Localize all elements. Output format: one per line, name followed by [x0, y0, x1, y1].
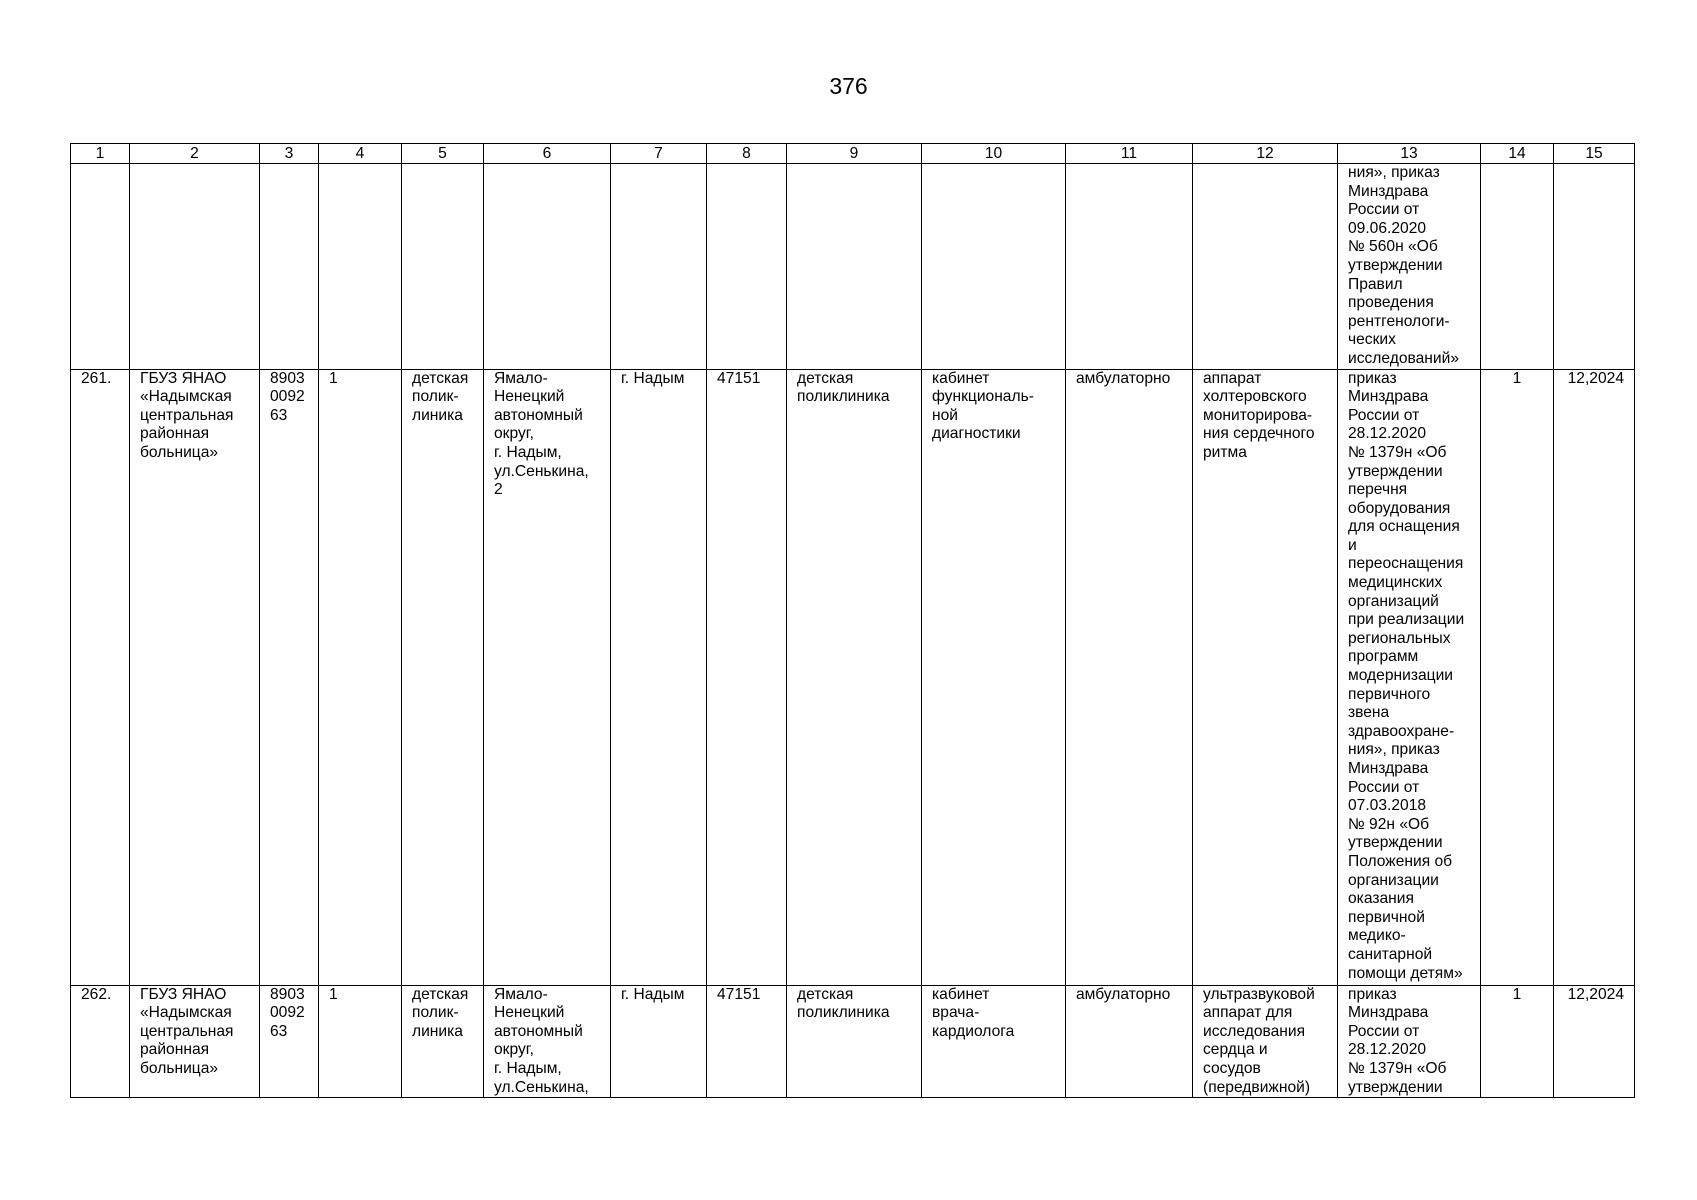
- address-cell: Ямало- Ненецкий автономный округ, г. Надым, ул.Сенькина, 2: [484, 369, 611, 985]
- table-cell: [71, 164, 130, 370]
- table-cell-legal-basis: ния», приказ Минздрава России от 09.06.2020 № 560н «Об утверждении Правил проведения рентгенологи- ческих исследований»: [1338, 164, 1481, 370]
- column-header: 4: [319, 144, 402, 164]
- page-number: 376: [829, 73, 868, 99]
- column-header: 5: [402, 144, 484, 164]
- column-header: 2: [130, 144, 260, 164]
- oktmo-cell: 47151: [707, 985, 787, 1098]
- oktmo-cell: 47151: [707, 369, 787, 985]
- unit-type-cell: детская полик- линика: [402, 369, 484, 985]
- row-number-cell: 261.: [71, 369, 130, 985]
- column-header: 13: [1338, 144, 1481, 164]
- table-cell: [319, 164, 402, 370]
- table-cell: [707, 164, 787, 370]
- column-header: 14: [1481, 144, 1554, 164]
- table-cell: [1554, 164, 1635, 370]
- column-header: 15: [1554, 144, 1635, 164]
- count-cell: 1: [319, 369, 402, 985]
- count-cell: 1: [319, 985, 402, 1098]
- city-cell: г. Надым: [611, 369, 707, 985]
- table-cell: [402, 164, 484, 370]
- address-cell: Ямало- Ненецкий автономный округ, г. Надым, ул.Сенькина,: [484, 985, 611, 1098]
- table-cell: [787, 164, 922, 370]
- table-row-continuation: [71, 164, 1635, 370]
- deadline-cell: 12,2024: [1554, 985, 1635, 1098]
- table-cell: [260, 164, 319, 370]
- table-row-262: [71, 985, 1635, 1098]
- column-header: 8: [707, 144, 787, 164]
- column-header: 9: [787, 144, 922, 164]
- table-cell: [130, 164, 260, 370]
- table-cell: [1066, 164, 1193, 370]
- deadline-cell: 12,2024: [1554, 369, 1635, 985]
- quantity-cell: 1: [1481, 369, 1554, 985]
- organization-cell: ГБУЗ ЯНАО «Надымская центральная районная больница»: [130, 369, 260, 985]
- inn-cell: 8903 0092 63: [260, 985, 319, 1098]
- table-cell: [922, 164, 1066, 370]
- cabinet-cell: кабинет врача- кардиолога: [922, 985, 1066, 1098]
- cabinet-cell: кабинет функциональ- ной диагностики: [922, 369, 1066, 985]
- legal-basis-cell: приказ Минздрава России от 28.12.2020 № 1379н «Об утверждении перечня оборудования для оснащения и переоснащения медицинских организаций при реализации региональных программ модернизации первичного звена здравоохране- ния», приказ Минздрава России от 07.03.2018 № 92н «Об утверждении Положения об организации оказания первичной медико- санитарной помощи детям»: [1338, 369, 1481, 985]
- column-header: 10: [922, 144, 1066, 164]
- table-row-261: [71, 369, 1635, 985]
- column-header: 11: [1066, 144, 1193, 164]
- department-cell: детская поликлиника: [787, 985, 922, 1098]
- care-mode-cell: амбулаторно: [1066, 369, 1193, 985]
- column-number-header-row: [71, 144, 1635, 164]
- care-mode-cell: амбулаторно: [1066, 985, 1193, 1098]
- department-cell: детская поликлиника: [787, 369, 922, 985]
- legal-basis-cell: приказ Минздрава России от 28.12.2020 № 1379н «Об утверждении: [1338, 985, 1481, 1098]
- equipment-cell: аппарат холтеровского мониторирова- ния сердечного ритма: [1193, 369, 1338, 985]
- table-cell: [1193, 164, 1338, 370]
- inn-cell: 8903 0092 63: [260, 369, 319, 985]
- organization-cell: ГБУЗ ЯНАО «Надымская центральная районная больница»: [130, 985, 260, 1098]
- column-header: 12: [1193, 144, 1338, 164]
- equipment-cell: ультразвуковой аппарат для исследования сердца и сосудов (передвижной): [1193, 985, 1338, 1098]
- column-header: 3: [260, 144, 319, 164]
- quantity-cell: 1: [1481, 985, 1554, 1098]
- table-cell: [1481, 164, 1554, 370]
- equipment-table: [70, 143, 1635, 1098]
- table-cell: [484, 164, 611, 370]
- table-cell: [611, 164, 707, 370]
- column-header: 1: [71, 144, 130, 164]
- column-header: 7: [611, 144, 707, 164]
- unit-type-cell: детская полик- линика: [402, 985, 484, 1098]
- row-number-cell: 262.: [71, 985, 130, 1098]
- column-header: 6: [484, 144, 611, 164]
- city-cell: г. Надым: [611, 985, 707, 1098]
